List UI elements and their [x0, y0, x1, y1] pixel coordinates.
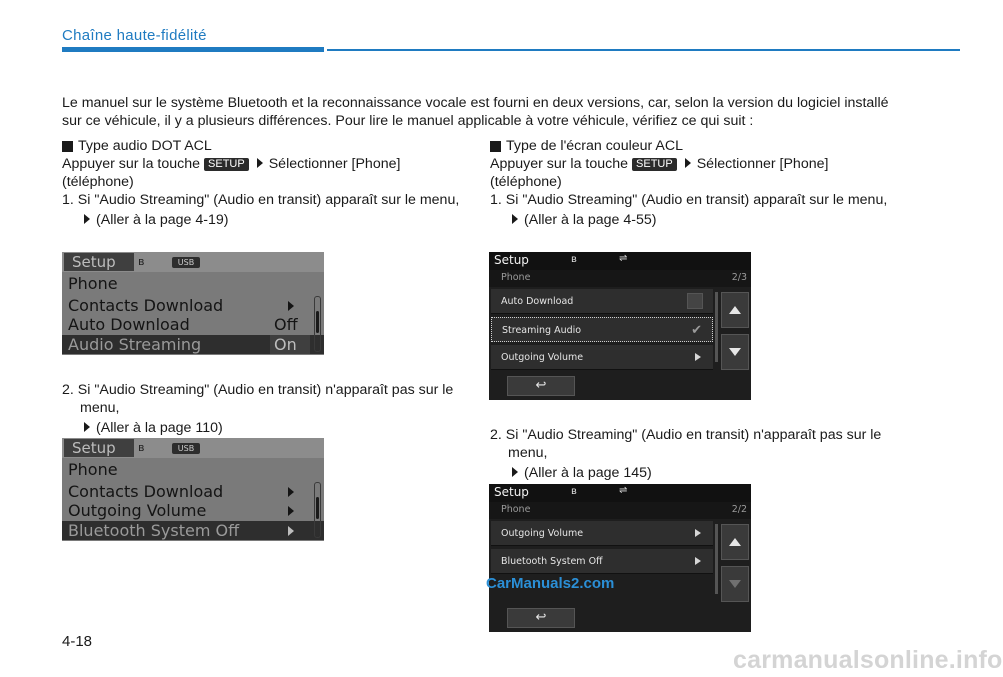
chevron-right-icon: [288, 301, 294, 311]
bluetooth-icon: ʙ: [571, 254, 577, 265]
right-step-2-ref: [490, 464, 900, 482]
acl-subtitle: Phone: [501, 272, 531, 283]
arrow-up-icon: [729, 306, 741, 314]
chevron-right-icon: [288, 506, 294, 516]
play-arrow-icon: [84, 422, 90, 432]
chevron-right-icon: [288, 526, 294, 536]
chevron-right-icon: [695, 529, 701, 537]
scroll-down-button: [721, 566, 749, 602]
instruction-text: Sélectionner [Phone]: [696, 156, 829, 172]
play-arrow-icon: [512, 214, 518, 224]
bluetooth-icon: ʙ: [138, 441, 145, 454]
back-button: [507, 608, 575, 628]
acl-scrollbar: [715, 524, 718, 594]
left-instruction-paren: (téléphone): [62, 174, 134, 190]
acl-menu-item: [491, 521, 713, 546]
footer-watermark: carmanualsonline.info: [733, 646, 1003, 674]
acl-item-label: Streaming Audio: [502, 325, 582, 336]
lcd-row: [62, 501, 324, 520]
lcd-row-label: Auto Download: [68, 315, 190, 334]
lcd-row-value: Off: [274, 315, 298, 334]
checkmark-icon: ✔: [691, 323, 702, 338]
square-bullet-icon: [490, 141, 501, 152]
dot-screen-streaming: [62, 252, 324, 355]
lcd-row-label: Outgoing Volume: [68, 501, 207, 520]
page-number: 4-18: [62, 633, 93, 650]
acl-item-label: Auto Download: [501, 296, 574, 307]
right-step-2-block: [490, 426, 900, 482]
lcd-row-label: Contacts Download: [68, 296, 224, 315]
right-instruction-paren: (téléphone): [490, 174, 562, 190]
intro-paragraph: Le manuel sur le système Bluetooth et la reconnaissance vocale est fourni en deux versions, car, selon la version du logiciel installé sur ce véhicule, il y a plusieurs différences. Pour lire le manuel applicable à votre véhicule, vérifiez ce qui suit :: [62, 95, 889, 129]
acl-item-label: Bluetooth System Off: [501, 556, 603, 567]
acl-title: Setup: [494, 253, 529, 267]
play-arrow-icon: [84, 214, 90, 224]
back-button: [507, 376, 575, 396]
acl-item-label: Outgoing Volume: [501, 352, 584, 363]
page-reference: (Aller à la page 4-19): [96, 212, 229, 228]
acl-menu-item-selected: [491, 317, 713, 342]
left-step-1-ref: [62, 211, 472, 229]
acl-page-indicator: 2/2: [731, 504, 747, 515]
setup-key-icon: SETUP: [632, 158, 677, 171]
usb-icon: USB: [172, 257, 200, 268]
lcd-setup-tab: Setup: [64, 253, 134, 271]
right-step-1-ref: [490, 211, 900, 229]
right-heading: [490, 137, 900, 155]
lcd-scroll-thumb: [316, 311, 319, 333]
lcd-title: Phone: [68, 274, 118, 293]
watermark-link: CarManuals2.com: [486, 575, 615, 592]
right-step-2: 2. Si "Audio Streaming" (Audio en transit) n'apparaît pas sur le menu,: [490, 427, 882, 461]
left-heading-text: Type audio DOT ACL: [78, 138, 212, 154]
bluetooth-icon: ʙ: [571, 486, 577, 497]
header-rule-thin: [327, 49, 960, 51]
right-instruction: [490, 155, 900, 173]
square-bullet-icon: [62, 141, 73, 152]
acl-menu-item: [491, 549, 713, 574]
acl-subtitle: Phone: [501, 504, 531, 515]
left-column: [62, 137, 472, 229]
lcd-row-selected: [62, 335, 324, 354]
page-reference: (Aller à la page 110): [96, 420, 223, 436]
lcd-scroll-thumb: [316, 497, 319, 519]
lcd-row: [62, 296, 324, 315]
lcd-row-label: Contacts Download: [68, 482, 224, 501]
dot-screen-no-streaming: [62, 438, 324, 541]
checkbox-icon: [687, 293, 703, 309]
usb-icon: USB: [172, 443, 200, 454]
usb-icon: ⇌: [619, 253, 628, 264]
back-arrow-icon: ↩: [535, 610, 547, 625]
lcd-row-label: Bluetooth System Off: [68, 521, 240, 540]
acl-screen-streaming: [489, 252, 751, 400]
chevron-right-icon: [288, 487, 294, 497]
right-column: [490, 137, 900, 229]
scroll-down-button: [721, 334, 749, 370]
lcd-row: [62, 482, 324, 501]
setup-key-icon: SETUP: [204, 158, 249, 171]
lcd-row-value: On: [270, 335, 310, 354]
lcd-scrollbar: [314, 482, 321, 538]
scroll-up-button: [721, 524, 749, 560]
section-title: Chaîne haute-fidélité: [62, 27, 207, 44]
bluetooth-icon: ʙ: [138, 255, 145, 268]
lcd-setup-tab: Setup: [64, 439, 134, 457]
lcd-row-label: Audio Streaming: [68, 335, 202, 354]
play-arrow-icon: [512, 467, 518, 477]
acl-menu-item: [491, 345, 713, 370]
left-step-2-ref: [62, 419, 472, 437]
chevron-right-icon: [695, 353, 701, 361]
arrow-up-icon: [729, 538, 741, 546]
acl-menu-item: [491, 289, 713, 314]
instruction-text: Appuyer sur la touche: [490, 156, 629, 172]
play-arrow-icon: [685, 158, 691, 168]
lcd-title: Phone: [68, 460, 118, 479]
scroll-up-button: [721, 292, 749, 328]
arrow-down-icon: [729, 580, 741, 588]
play-arrow-icon: [257, 158, 263, 168]
back-arrow-icon: ↩: [535, 378, 547, 393]
lcd-row: [62, 315, 324, 334]
chevron-right-icon: [695, 557, 701, 565]
page-reference: (Aller à la page 4-55): [524, 212, 657, 228]
left-heading: [62, 137, 472, 155]
left-step-1: 1. Si "Audio Streaming" (Audio en transit) apparaît sur le menu,: [62, 192, 460, 208]
lcd-scrollbar: [314, 296, 321, 352]
acl-title: Setup: [494, 485, 529, 499]
usb-icon: ⇌: [619, 485, 628, 496]
right-step-1: 1. Si "Audio Streaming" (Audio en transit) apparaît sur le menu,: [490, 192, 888, 208]
left-step-2-block: [62, 381, 472, 437]
lcd-row-selected: [62, 521, 324, 540]
left-instruction: [62, 155, 472, 173]
acl-screen-no-streaming: [489, 484, 751, 632]
acl-scrollbar: [715, 292, 718, 362]
header-rule-thick: [62, 47, 324, 52]
instruction-text: Sélectionner [Phone]: [268, 156, 401, 172]
acl-item-label: Outgoing Volume: [501, 528, 584, 539]
instruction-text: Appuyer sur la touche: [62, 156, 201, 172]
arrow-down-icon: [729, 348, 741, 356]
page-reference: (Aller à la page 145): [524, 465, 652, 481]
left-step-2: 2. Si "Audio Streaming" (Audio en transit) n'apparaît pas sur le menu,: [62, 382, 454, 416]
right-heading-text: Type de l'écran couleur ACL: [506, 138, 684, 154]
acl-page-indicator: 2/3: [731, 272, 747, 283]
